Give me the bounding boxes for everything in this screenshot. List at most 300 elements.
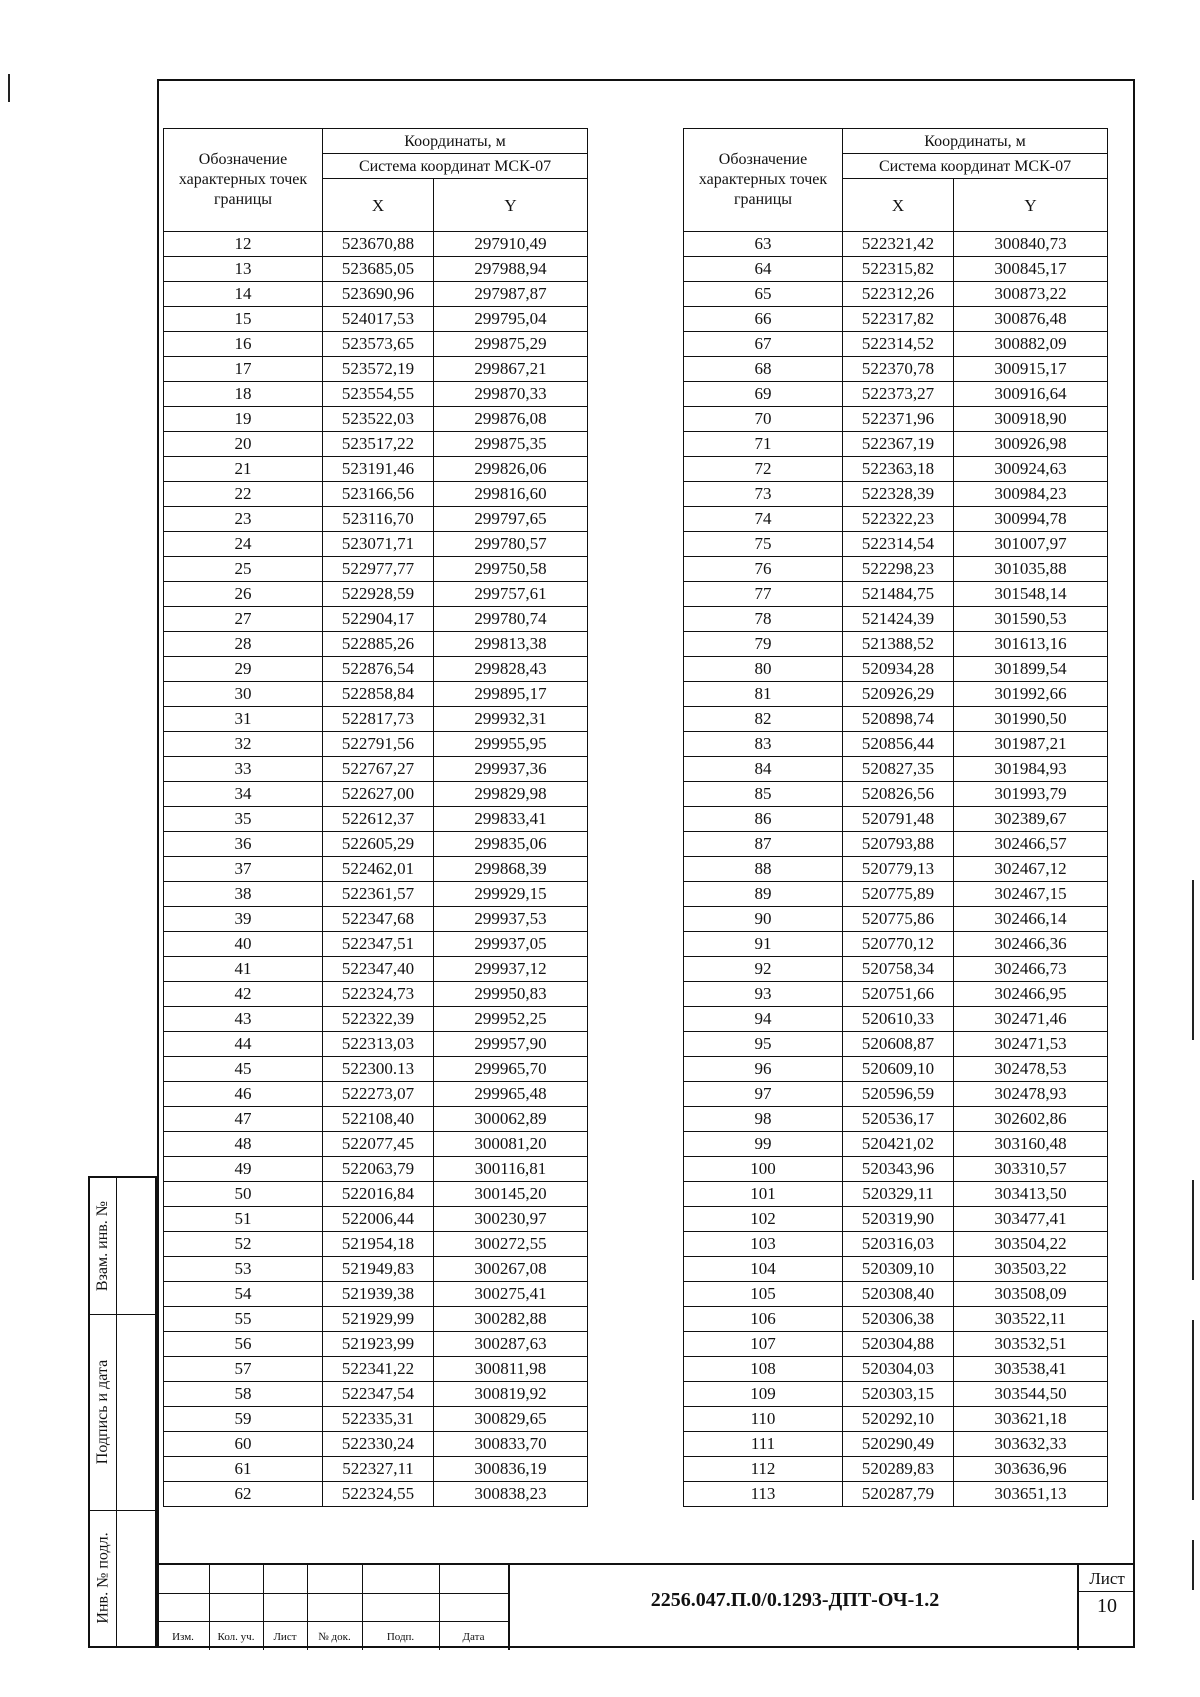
x-value: 522885,26 [323,632,434,657]
x-value: 522315,82 [843,257,954,282]
y-value: 299868,39 [434,857,588,882]
point-number: 102 [684,1207,843,1232]
x-value: 520758,34 [843,957,954,982]
x-value: 522627,00 [323,782,434,807]
point-number: 35 [164,807,323,832]
table-row [684,1182,1108,1207]
point-number: 79 [684,632,843,657]
table-row [684,1382,1108,1407]
table-row [164,1257,588,1282]
x-value: 522016,84 [323,1182,434,1207]
point-number: 109 [684,1382,843,1407]
table-row [684,407,1108,432]
coordinates-table-right [683,128,1108,1507]
point-name-header: Обозначение характерных точек границы [684,129,843,232]
table-row [164,1057,588,1082]
point-number: 45 [164,1057,323,1082]
x-value: 520770,12 [843,932,954,957]
x-value: 522767,27 [323,757,434,782]
table-row [684,1057,1108,1082]
x-value: 520934,28 [843,657,954,682]
point-number: 82 [684,707,843,732]
point-number: 53 [164,1257,323,1282]
y-value: 300287,63 [434,1332,588,1357]
y-value: 301987,21 [954,732,1108,757]
table-row [164,1157,588,1182]
point-number: 65 [684,282,843,307]
point-number: 61 [164,1457,323,1482]
table-row [684,457,1108,482]
y-value: 301035,88 [954,557,1108,582]
kol-uch-label: Кол. уч. [217,1631,255,1643]
table-row [684,507,1108,532]
vzam-inv-label: Взам. инв. № [94,1200,112,1292]
point-number: 48 [164,1132,323,1157]
x-header: X [843,179,954,232]
point-number: 72 [684,457,843,482]
x-value: 521424,39 [843,607,954,632]
table-row [164,1132,588,1157]
x-header: X [323,179,434,232]
x-value: 522876,54 [323,657,434,682]
x-value: 522300.13 [323,1057,434,1082]
point-number: 66 [684,307,843,332]
point-number: 111 [684,1432,843,1457]
point-number: 42 [164,982,323,1007]
date-label: Дата [462,1631,485,1643]
y-value: 302478,93 [954,1082,1108,1107]
table-row [164,932,588,957]
x-value: 520306,38 [843,1307,954,1332]
point-number: 112 [684,1457,843,1482]
y-value: 300994,78 [954,507,1108,532]
table-row [684,1432,1108,1457]
y-value: 303522,11 [954,1307,1108,1332]
table-row [164,1407,588,1432]
y-value: 299826,06 [434,457,588,482]
point-number: 64 [684,257,843,282]
point-number: 19 [164,407,323,432]
point-number: 14 [164,282,323,307]
point-number: 67 [684,332,843,357]
table-row [684,832,1108,857]
x-value: 520775,89 [843,882,954,907]
y-value: 299829,98 [434,782,588,807]
y-value: 299816,60 [434,482,588,507]
x-value: 522347,54 [323,1382,434,1407]
table-row [164,457,588,482]
table-row [164,532,588,557]
table-row [164,1482,588,1507]
point-number: 52 [164,1232,323,1257]
table-row [684,1082,1108,1107]
point-number: 23 [164,507,323,532]
y-value: 300267,08 [434,1257,588,1282]
x-value: 522313,03 [323,1032,434,1057]
table-row [164,357,588,382]
x-value: 520791,48 [843,807,954,832]
point-name-header: Обозначение характерных точек границы [164,129,323,232]
y-header: Y [434,179,588,232]
point-number: 16 [164,332,323,357]
table-row [164,957,588,982]
x-value: 522347,51 [323,932,434,957]
coords-header: Координаты, м [843,129,1108,154]
table-row [164,857,588,882]
y-value: 299929,15 [434,882,588,907]
x-value: 522347,40 [323,957,434,982]
table-row [684,1457,1108,1482]
table-row [684,1207,1108,1232]
y-value: 299937,12 [434,957,588,982]
table-row [164,307,588,332]
y-value: 303538,41 [954,1357,1108,1382]
table-row [164,607,588,632]
sheet-number: 10 [1097,1595,1117,1617]
point-number: 86 [684,807,843,832]
table-row [164,1207,588,1232]
y-value: 297910,49 [434,232,588,257]
table-row [684,932,1108,957]
y-value: 300275,41 [434,1282,588,1307]
table-row [684,732,1108,757]
y-value: 302389,67 [954,807,1108,832]
point-number: 105 [684,1282,843,1307]
table-row [684,482,1108,507]
y-value: 300984,23 [954,482,1108,507]
point-number: 32 [164,732,323,757]
x-value: 520609,10 [843,1057,954,1082]
x-value: 522791,56 [323,732,434,757]
x-value: 520827,35 [843,757,954,782]
table-row [164,1107,588,1132]
point-number: 77 [684,582,843,607]
point-number: 50 [164,1182,323,1207]
table-row [164,682,588,707]
y-value: 300838,23 [434,1482,588,1507]
point-number: 54 [164,1282,323,1307]
table-row [164,432,588,457]
x-value: 522341,22 [323,1357,434,1382]
table-row [164,657,588,682]
x-value: 522335,31 [323,1407,434,1432]
point-number: 25 [164,557,323,582]
point-number: 31 [164,707,323,732]
point-number: 63 [684,232,843,257]
point-number: 33 [164,757,323,782]
point-number: 107 [684,1332,843,1357]
point-number: 99 [684,1132,843,1157]
title-block [157,1563,1135,1648]
x-value: 523573,65 [323,332,434,357]
x-value: 520826,56 [843,782,954,807]
point-number: 38 [164,882,323,907]
scan-edge-mark [8,74,10,102]
x-value: 522317,82 [843,307,954,332]
table-row [684,957,1108,982]
x-value: 520898,74 [843,707,954,732]
table-row [164,1007,588,1032]
y-value: 300062,89 [434,1107,588,1132]
system-header: Система координат МСК-07 [323,154,588,179]
document-code: 2256.047.П.0/0.1293-ДПТ-ОЧ-1.2 [650,1589,940,1611]
y-value: 299937,36 [434,757,588,782]
point-number: 84 [684,757,843,782]
y-value: 299780,74 [434,607,588,632]
y-value: 299780,57 [434,532,588,557]
point-number: 71 [684,432,843,457]
x-value: 523670,88 [323,232,434,257]
point-number: 73 [684,482,843,507]
x-value: 522370,78 [843,357,954,382]
table-row [684,257,1108,282]
y-value: 299757,61 [434,582,588,607]
list-label: Лист [273,1631,297,1643]
y-value: 300918,90 [954,407,1108,432]
y-value: 303532,51 [954,1332,1108,1357]
y-value: 300829,65 [434,1407,588,1432]
y-value: 300926,98 [954,432,1108,457]
sheet-box [1077,1565,1135,1650]
y-value: 299867,21 [434,357,588,382]
y-value: 302466,57 [954,832,1108,857]
y-value: 303413,50 [954,1182,1108,1207]
point-number: 96 [684,1057,843,1082]
point-number: 76 [684,557,843,582]
x-value: 521949,83 [323,1257,434,1282]
izm-label: Изм. [172,1631,194,1643]
y-value: 300819,92 [434,1382,588,1407]
point-number: 94 [684,1007,843,1032]
y-value: 303310,57 [954,1157,1108,1182]
y-value: 299952,25 [434,1007,588,1032]
table-row [684,782,1108,807]
x-value: 520316,03 [843,1232,954,1257]
y-value: 303632,33 [954,1432,1108,1457]
y-value: 301590,53 [954,607,1108,632]
doc-number-label: № док. [318,1631,351,1643]
point-number: 46 [164,1082,323,1107]
table-row [684,432,1108,457]
table-row [164,1382,588,1407]
y-value: 303544,50 [954,1382,1108,1407]
y-value: 299835,06 [434,832,588,857]
x-value: 520304,03 [843,1357,954,1382]
y-value: 300924,63 [954,457,1108,482]
x-value: 520751,66 [843,982,954,1007]
x-value: 520608,87 [843,1032,954,1057]
point-number: 28 [164,632,323,657]
y-value: 299895,17 [434,682,588,707]
y-value: 299828,43 [434,657,588,682]
x-value: 520610,33 [843,1007,954,1032]
table-row [164,832,588,857]
x-value: 520926,29 [843,682,954,707]
x-value: 520289,83 [843,1457,954,1482]
y-value: 300272,55 [434,1232,588,1257]
table-row [164,707,588,732]
x-value: 522462,01 [323,857,434,882]
x-value: 520793,88 [843,832,954,857]
y-value: 299965,48 [434,1082,588,1107]
x-value: 522327,11 [323,1457,434,1482]
point-number: 97 [684,1082,843,1107]
table-row [684,607,1108,632]
point-number: 36 [164,832,323,857]
y-value: 300915,17 [954,357,1108,382]
y-value: 302466,14 [954,907,1108,932]
signature-label: Подп. [386,1631,415,1643]
x-value: 523690,96 [323,282,434,307]
point-number: 75 [684,532,843,557]
coords-header: Координаты, м [323,129,588,154]
point-number: 104 [684,1257,843,1282]
table-row [684,1307,1108,1332]
point-number: 18 [164,382,323,407]
x-value: 522108,40 [323,1107,434,1132]
point-number: 88 [684,857,843,882]
point-number: 62 [164,1482,323,1507]
point-number: 69 [684,382,843,407]
table-row [164,882,588,907]
table-row [684,807,1108,832]
y-value: 301993,79 [954,782,1108,807]
x-value: 520775,86 [843,907,954,932]
point-number: 80 [684,657,843,682]
x-value: 520329,11 [843,1182,954,1207]
point-number: 90 [684,907,843,932]
y-value: 300833,70 [434,1432,588,1457]
y-value: 300081,20 [434,1132,588,1157]
x-value: 520292,10 [843,1407,954,1432]
x-value: 523522,03 [323,407,434,432]
table-row [684,1032,1108,1057]
table-row [164,1182,588,1207]
table-row [684,232,1108,257]
table-row [684,1357,1108,1382]
y-value: 299937,53 [434,907,588,932]
table-row [164,632,588,657]
x-value: 522321,42 [843,232,954,257]
table-row [164,782,588,807]
x-value: 523685,05 [323,257,434,282]
y-value: 300840,73 [954,232,1108,257]
x-value: 520779,13 [843,857,954,882]
table-row [164,907,588,932]
y-value: 301007,97 [954,532,1108,557]
x-value: 522322,39 [323,1007,434,1032]
x-value: 522817,73 [323,707,434,732]
x-value: 521939,38 [323,1282,434,1307]
x-value: 522324,55 [323,1482,434,1507]
point-number: 103 [684,1232,843,1257]
y-value: 297988,94 [434,257,588,282]
x-value: 522373,27 [843,382,954,407]
y-value: 303160,48 [954,1132,1108,1157]
y-value: 299797,65 [434,507,588,532]
table-row [684,1332,1108,1357]
x-value: 520856,44 [843,732,954,757]
x-value: 522347,68 [323,907,434,932]
table-row [684,707,1108,732]
y-value: 303636,96 [954,1457,1108,1482]
point-number: 85 [684,782,843,807]
x-value: 522322,23 [843,507,954,532]
table-row [164,1032,588,1057]
y-value: 299875,29 [434,332,588,357]
point-number: 57 [164,1357,323,1382]
table-row [684,1407,1108,1432]
point-number: 68 [684,357,843,382]
table-row [684,582,1108,607]
table-row [684,332,1108,357]
x-value: 520290,49 [843,1432,954,1457]
table-row [164,1282,588,1307]
point-number: 70 [684,407,843,432]
x-value: 522006,44 [323,1207,434,1232]
point-number: 58 [164,1382,323,1407]
table-row [164,1332,588,1357]
table-row [684,632,1108,657]
point-number: 47 [164,1107,323,1132]
table-row [164,557,588,582]
y-value: 299950,83 [434,982,588,1007]
table-row [164,1357,588,1382]
x-value: 524017,53 [323,307,434,332]
table-row [164,982,588,1007]
point-number: 29 [164,657,323,682]
point-number: 87 [684,832,843,857]
x-value: 522063,79 [323,1157,434,1182]
y-value: 299957,90 [434,1032,588,1057]
x-value: 520596,59 [843,1082,954,1107]
table-row [164,1232,588,1257]
point-number: 12 [164,232,323,257]
y-value: 299813,38 [434,632,588,657]
point-number: 98 [684,1107,843,1132]
scan-edge-marks [1192,880,1194,1600]
table-row [164,407,588,432]
coordinates-table-left [163,128,588,1507]
point-number: 51 [164,1207,323,1232]
point-number: 49 [164,1157,323,1182]
y-value: 299875,35 [434,432,588,457]
system-header: Система координат МСК-07 [843,154,1108,179]
y-value: 302478,53 [954,1057,1108,1082]
y-value: 299870,33 [434,382,588,407]
point-number: 74 [684,507,843,532]
table-row [684,1132,1108,1157]
y-value: 300882,09 [954,332,1108,357]
table-row [164,257,588,282]
table-row [684,1482,1108,1507]
table-row [684,382,1108,407]
x-value: 522077,45 [323,1132,434,1157]
point-number: 92 [684,957,843,982]
table-row [684,307,1108,332]
table-row [164,1082,588,1107]
table-row [164,1307,588,1332]
point-number: 100 [684,1157,843,1182]
table-row [684,357,1108,382]
x-value: 522367,19 [843,432,954,457]
y-value: 299833,41 [434,807,588,832]
y-value: 302466,73 [954,957,1108,982]
table-row [684,907,1108,932]
x-value: 520319,90 [843,1207,954,1232]
y-value: 299795,04 [434,307,588,332]
y-value: 303504,22 [954,1232,1108,1257]
